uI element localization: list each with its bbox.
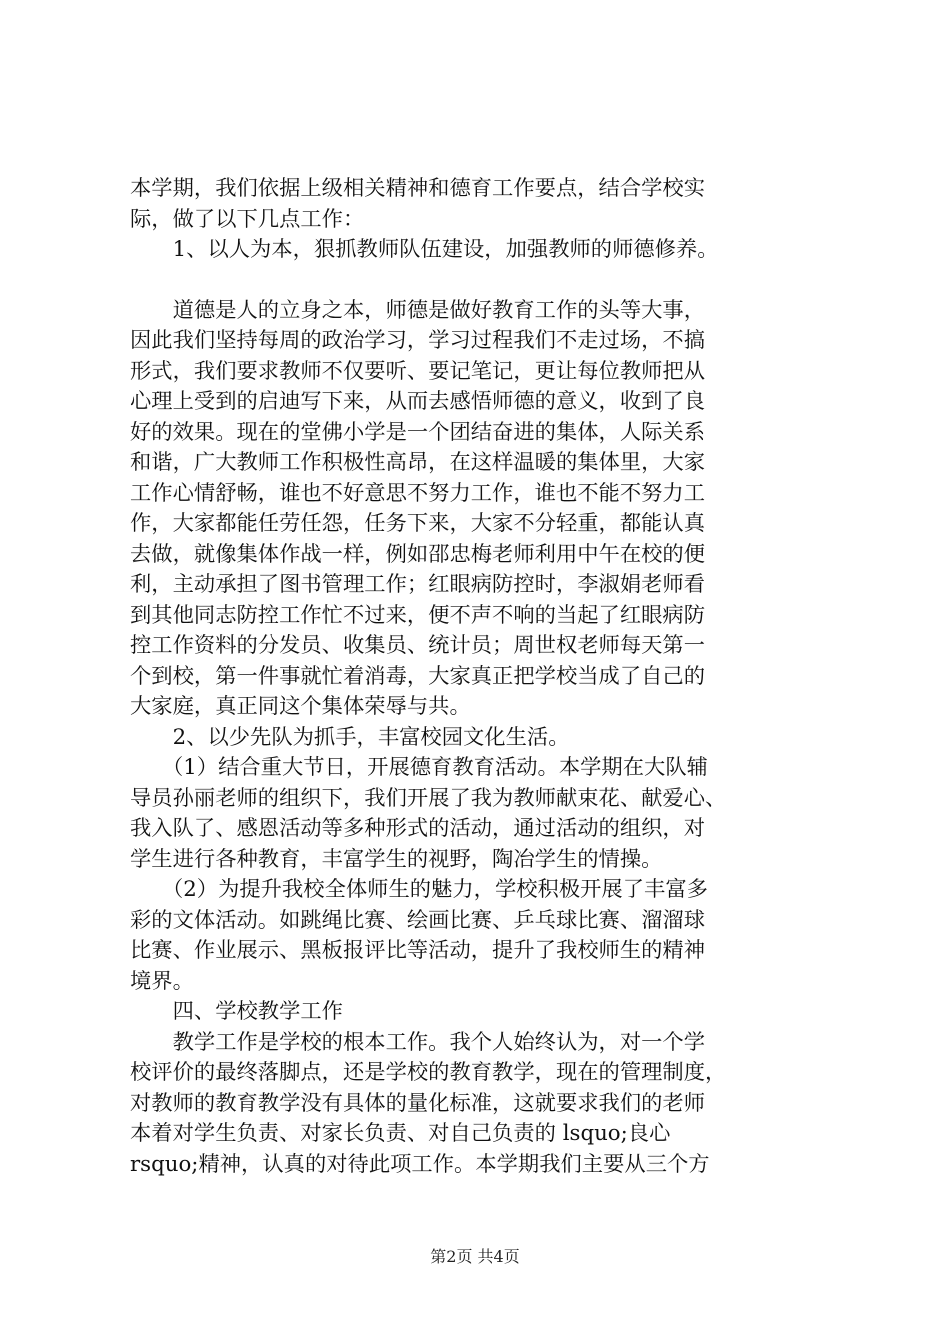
paragraph-line: 到其他同志防控工作忙不过来，便不声不响的当起了红眼病防 xyxy=(130,602,706,628)
paragraph-line: 因此我们坚持每周的政治学习，学习过程我们不走过场，不搞 xyxy=(130,328,706,353)
paragraph-line: 境界。 xyxy=(130,968,194,994)
paragraph-line: rsquo;精神，认真的对待此项工作。本学期我们主要从三个方 xyxy=(130,1151,710,1177)
paragraph-line: 和谐，广大教师工作积极性高昂，在这样温暖的集体里，大家 xyxy=(130,450,706,475)
paragraph-line: 好的效果。现在的堂佛小学是一个团结奋进的集体，人际关系 xyxy=(130,419,706,445)
paragraph-line: 学生进行各种教育，丰富学生的视野，陶冶学生的情操。 xyxy=(130,846,663,872)
section-heading: 2、以少先队为抓手，丰富校园文化生活。 xyxy=(130,724,570,750)
paragraph-line: 大家庭，真正同这个集体荣辱与共。 xyxy=(130,694,471,719)
paragraph-line: 个到校，第一件事就忙着消毒，大家真正把学校当成了自己的 xyxy=(130,663,706,689)
paragraph-line: 利，主动承担了图书管理工作；红眼病防控时，李淑娟老师看 xyxy=(130,572,706,597)
paragraph-line: 本学期，我们依据上级相关精神和德育工作要点，结合学校实 xyxy=(130,176,706,201)
page-number-footer: 第2页 共4页 xyxy=(430,1247,520,1266)
section-heading: 四、学校教学工作 xyxy=(130,999,343,1024)
paragraph-line: （1）结合重大节日，开展德育教育活动。本学期在大队辅 xyxy=(130,755,708,780)
paragraph-line: 对教师的教育教学没有具体的量化标准，这就要求我们的老师 xyxy=(130,1090,706,1116)
paragraph-line: 去做，就像集体作战一样，例如邵忠梅老师利用中午在校的便 xyxy=(130,541,706,567)
paragraph-line: （2）为提升我校全体师生的魅力，学校积极开展了丰富多 xyxy=(130,877,708,902)
document-body xyxy=(130,174,830,1180)
paragraph-line: 导员孙丽老师的组织下，我们开展了我为教师献束花、献爱心、 xyxy=(130,785,727,811)
paragraph-line: 本着对学生负责、对家长负责、对自己负责的 lsquo;良心 xyxy=(130,1121,671,1146)
paragraph-line: 控工作资料的分发员、收集员、统计员；周世权老师每天第一 xyxy=(130,633,706,658)
paragraph-line: 校评价的最终落脚点，还是学校的教育教学，现在的管理制度， xyxy=(130,1060,727,1085)
paragraph-line: 我入队了、感恩活动等多种形式的活动，通过活动的组织，对 xyxy=(130,816,706,841)
paragraph-line: 教学工作是学校的根本工作。我个人始终认为，对一个学 xyxy=(130,1029,706,1055)
paragraph-line: 道德是人的立身之本，师德是做好教育工作的头等大事， xyxy=(130,297,706,323)
paragraph-line: 作，大家都能任劳任怨，任务下来，大家不分轻重，都能认真 xyxy=(130,511,706,536)
paragraph-line: 工作心情舒畅，谁也不好意思不努力工作，谁也不能不努力工 xyxy=(130,480,706,506)
paragraph-line: 形式，我们要求教师不仅要听、要记笔记，更让每位教师把从 xyxy=(130,358,706,384)
paragraph-line: 心理上受到的启迪写下来，从而去感悟师德的意义，收到了良 xyxy=(130,389,706,414)
paragraph-line: 际，做了以下几点工作： xyxy=(130,206,365,232)
paragraph-line: 比赛、作业展示、黑板报评比等活动，提升了我校师生的精神 xyxy=(130,938,706,963)
paragraph-line: 彩的文体活动。如跳绳比赛、绘画比赛、乒乓球比赛、溜溜球 xyxy=(130,907,706,933)
section-heading: 1、以人为本，狠抓教师队伍建设，加强教师的师德修养。 xyxy=(130,237,719,262)
